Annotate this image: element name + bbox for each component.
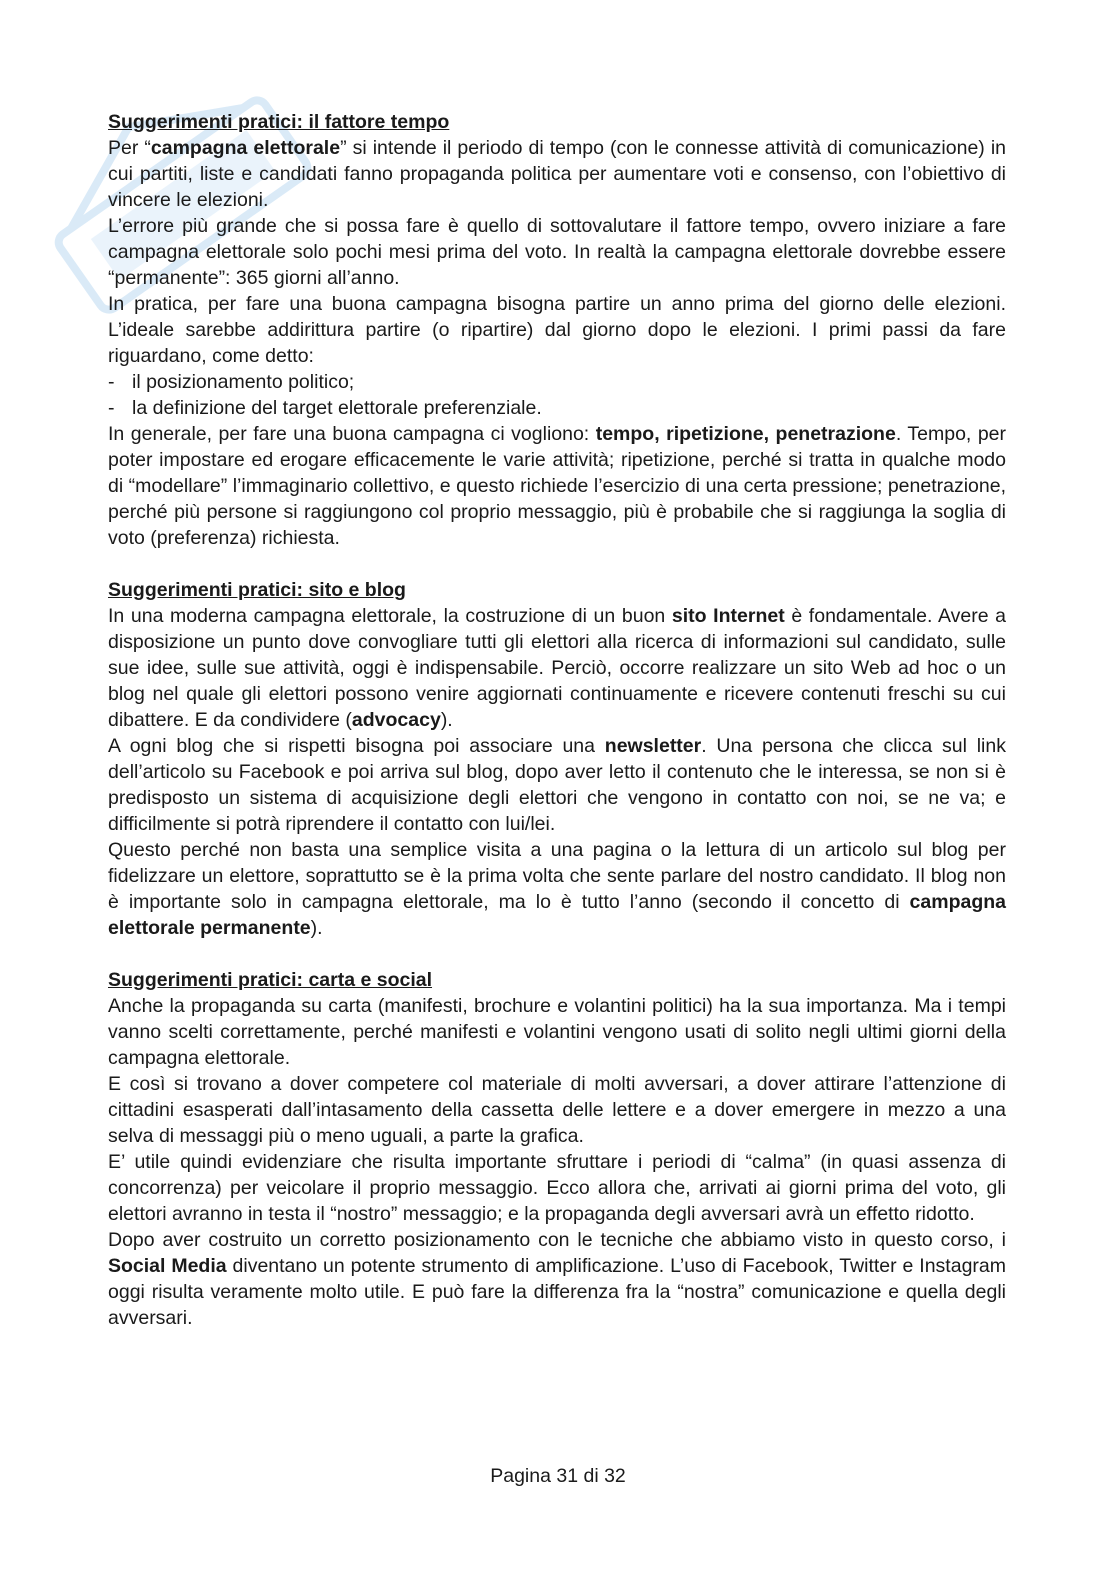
text-run: In una moderna campagna elettorale, la costruzione di un buon (108, 605, 672, 627)
text-run: . Tempo, per poter impostare ed erogare efficacemente le varie attività; ripetizione, perché si tratta in qualche modo di “modellare” l’immaginario collettivo, e questo richiede l’esercizio di una certa pressione; penetrazione, perché più persone si raggiungono col proprio messaggio, più è probabile che si raggiunga la soglia di voto (preferenza) richiesta. (108, 423, 1006, 549)
paragraph: E’ utile quindi evidenziare che risulta importante sfruttare i periodi di “calma” (in quasi assenza di concorrenza) per veicolare il proprio messaggio. Ecco allora che, arrivati ai giorni prima del voto, gli elettori avranno in testa il “nostro” messaggio; e la propaganda degli avversari avrà un effetto ridotto. (108, 1151, 1006, 1225)
text-run: In generale, per fare una buona campagna ci vogliono: (108, 423, 596, 445)
paragraph: L’errore più grande che si possa fare è quello di sottovalutare il fattore tempo, ovvero iniziare a fare campagna elettorale solo pochi mesi prima del voto. In realtà la campagna elettorale dovrebbe essere “permanente”: 365 giorni all’anno. (108, 215, 1006, 289)
bold-term: sito Internet (671, 605, 785, 627)
list-item (108, 395, 1006, 421)
text-run: A ogni blog che si rispetti bisogna poi associare una (108, 735, 605, 757)
bold-term: tempo, ripetizione, penetrazione (595, 423, 896, 445)
text-run: ” si intende il periodo di tempo (con le connesse attività di comunicazione) in cui partiti, liste e candidati fanno propaganda politica per aumentare voti e consenso, con l’obiettivo di vincere le elezioni. (108, 137, 1007, 211)
paragraph (108, 837, 1006, 941)
text-run: ). (440, 709, 453, 731)
bullet-list (108, 369, 1006, 421)
bold-term: campagna elettorale permanente (108, 891, 1006, 939)
list-item (108, 369, 1006, 395)
bold-term: newsletter (604, 735, 702, 757)
bold-term: advocacy (351, 709, 441, 731)
paragraph (108, 421, 1006, 551)
paragraph (108, 603, 1006, 733)
section-heading: Suggerimenti pratici: il fattore tempo (108, 111, 450, 133)
list-item-text: il posizionamento politico; (132, 371, 355, 393)
paragraph: E così si trovano a dover competere col materiale di molti avversari, a dover attirare l’attenzione di cittadini esasperati dall’intasamento della cassetta delle lettere e a dover emergere in mezzo a una selva di messaggi più o meno uguali, a parte la grafica. (108, 1073, 1006, 1147)
paragraph (108, 1227, 1006, 1331)
paragraph (108, 135, 1006, 213)
list-item-text: la definizione del target elettorale preferenziale. (132, 397, 542, 419)
text-run: diventano un potente strumento di amplificazione. L’uso di Facebook, Twitter e Instagram oggi risulta veramente molto utile. E può fare la differenza fra la “nostra” comunicazione e quella degli avversari. (108, 1255, 1006, 1329)
document-page (108, 109, 1006, 1357)
dash-bullet: - (108, 371, 115, 393)
paragraph (108, 733, 1006, 837)
text-run: . Una persona che clicca sul link dell’articolo su Facebook e poi arriva sul blog, dopo aver letto il contenuto che le interessa, se non si è predisposto un sistema di acquisizione degli elettori che vengono in contatto con noi, se ne va; e difficilmente si potrà riprendere il contatto con lui/lei. (108, 735, 1006, 835)
dash-bullet: - (108, 397, 115, 419)
text-run: Per “ (108, 137, 151, 159)
text-run: Dopo aver costruito un corretto posizionamento con le tecniche che abbiamo visto in questo corso, i (108, 1229, 1006, 1251)
section-carta-social (108, 967, 1006, 1331)
section-heading: Suggerimenti pratici: carta e social (108, 969, 433, 991)
section-fattore-tempo (108, 109, 1006, 551)
text-run: è fondamentale. Avere a disposizione un punto dove convogliare tutti gli elettori alla ricerca di informazioni sul candidato, sulle sue idee, sulle sue attività, oggi è indispensabile. Perciò, occorre realizzare un sito Web ad hoc o un blog nel quale gli elettori possono venire aggiornati continuamente e ricevere contenuti freschi su cui dibattere. E da condividere ( (108, 605, 1007, 731)
paragraph: Anche la propaganda su carta (manifesti, brochure e volantini politici) ha la sua importanza. Ma i tempi vanno scelti correttamente, perché manifesti e volantini vengono usati di solito negli ultimi giorni della campagna elettorale. (108, 995, 1006, 1069)
text-run: Questo perché non basta una semplice visita a una pagina o la lettura di un articolo sul blog per fidelizzare un elettore, soprattutto se è la prima volta che sente parlare del nostro candidato. Il blog non è importante solo in campagna elettorale, ma lo è tutto l’anno (secondo il concetto di (108, 839, 1006, 913)
paragraph: In pratica, per fare una buona campagna bisogna partire un anno prima del giorno delle elezioni. L’ideale sarebbe addirittura partire (o ripartire) dal giorno dopo le elezioni. I primi passi da fare riguardano, come detto: (108, 293, 1006, 367)
bold-term: Social Media (108, 1255, 227, 1277)
page-number: Pagina 31 di 32 (490, 1465, 626, 1487)
section-sito-blog (108, 577, 1006, 941)
bold-term: campagna elettorale (150, 137, 341, 159)
text-run: ). (310, 917, 323, 939)
section-heading: Suggerimenti pratici: sito e blog (108, 579, 406, 601)
